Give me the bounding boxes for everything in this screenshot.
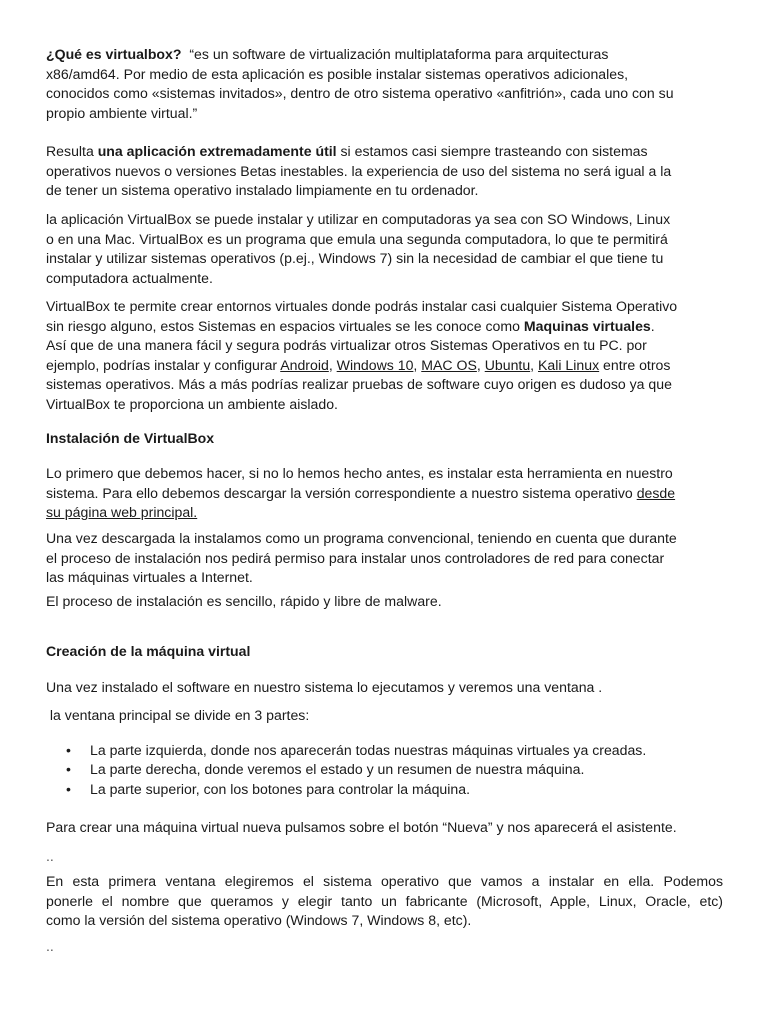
text: sin riesgo alguno, estos Sistemas en espacios virtuales se les conoce como (46, 317, 524, 334)
link-mac-os[interactable]: MAC OS (421, 356, 477, 373)
text-line: sistemas operativos. Más a más podrías realizar pruebas de software cuyo origen es dudoso ya que (46, 376, 672, 393)
ellipsis-dots: .. (46, 938, 54, 954)
link-windows-10[interactable]: Windows 10 (336, 356, 414, 373)
text-line: VirtualBox te permite crear entornos virtuales donde podrás instalar casi cualquier Sistema Operativo (46, 298, 678, 314)
section-heading-instalacion: Instalación de VirtualBox (46, 430, 215, 446)
text-line: En esta primera ventana elegiremos el sistema operativo que vamos a instalar en ella. Podemos (46, 873, 723, 889)
separator: , (328, 356, 337, 373)
bullet-icon: • (66, 742, 71, 758)
paragraph-entornos (46, 297, 677, 415)
text: Resulta (46, 143, 98, 159)
paragraph-instalacion-2 (46, 529, 677, 588)
link-ubuntu[interactable]: Ubuntu (484, 356, 531, 373)
separator: , (530, 356, 539, 373)
ellipsis-dots: .. (46, 848, 54, 864)
text-line: la aplicación VirtualBox se puede instalar y utilizar en computadoras ya sea con SO Windows, Linux (46, 211, 671, 227)
text-line: como la versión del sistema operativo (Windows 7, Windows 8, etc). (46, 912, 472, 929)
text: ejemplo, podrías instalar y configurar (46, 356, 281, 373)
text-line: o en una Mac. VirtualBox es un programa que emula una segunda computadora, lo que te permitirá (46, 230, 668, 247)
bullet-icon: • (66, 761, 71, 778)
text-line: computadora actualmente. (46, 269, 213, 286)
intro-quote-line: x86/amd64. Por medio de esta aplicación es posible instalar sistemas operativos adicionales, (46, 65, 629, 82)
link-download-page[interactable]: desde (636, 484, 676, 501)
paragraph-resulta (46, 142, 671, 201)
intro-question: ¿Qué es virtualbox? (46, 46, 182, 62)
text: entre otros (599, 356, 671, 373)
text: si estamos casi siempre trasteando con sistemas (336, 143, 648, 159)
paragraph-instalacion-3: El proceso de instalación es sencillo, rápido y libre de malware. (46, 593, 442, 609)
intro-quote-line: “es un software de virtualización multiplataforma para arquitecturas (189, 46, 609, 62)
paragraph-creacion-2: la ventana principal se divide en 3 partes: (46, 707, 310, 723)
text: . (650, 317, 655, 334)
paragraph-instalacion-1 (46, 464, 675, 523)
text-line: VirtualBox te proporciona un ambiente aislado. (46, 395, 338, 412)
bold-phrase: una aplicación extremadamente útil (97, 143, 337, 159)
paragraph-aplicacion (46, 210, 670, 288)
text-line: Una vez descargada la instalamos como un programa convencional, teniendo en cuenta que durante (46, 530, 677, 546)
list-item (46, 760, 646, 779)
list-item-text: La parte izquierda, donde nos aparecerán todas nuestras máquinas virtuales ya creadas. (90, 742, 647, 758)
list-item-text: La parte derecha, donde veremos el estado y un resumen de nuestra máquina. (90, 761, 585, 778)
intro-quote-line: conocidos como «sistemas invitados», dentro de otro sistema operativo «anfitrión», cada uno con su (46, 85, 674, 102)
text-line: Lo primero que debemos hacer, si no lo hemos hecho antes, es instalar esta herramienta en nuestro (46, 465, 673, 481)
text-line: Así que de una manera fácil y segura podrás virtualizar otros Sistemas Operativos en tu PC. por (46, 337, 647, 354)
bullet-icon: • (66, 780, 71, 797)
text-line: las máquinas virtuales a Internet. (46, 569, 253, 586)
paragraph-creacion-3: Para crear una máquina virtual nueva pulsamos sobre el botón “Nueva” y nos aparecerá el asistente. (46, 819, 677, 835)
text-line: de tener un sistema operativo instalado limpiamente en tu ordenador. (46, 182, 479, 199)
bold-phrase: Maquinas virtuales (523, 317, 651, 334)
link-kali-linux[interactable]: Kali Linux (538, 356, 600, 373)
list-item (46, 741, 646, 760)
text: sistema. Para ello debemos descargar la versión correspondiente a nuestro sistema operativo (46, 484, 637, 501)
list-item-text: La parte superior, con los botones para controlar la máquina. (90, 780, 470, 797)
text-line: operativos nuevos o versiones Betas inestables. la experiencia de uso del sistema no será igual a la (46, 162, 672, 179)
text-line: instalar y utilizar sistemas operativos (p.ej., Windows 7) sin la necesidad de cambiar el que tiene tu (46, 250, 664, 267)
paragraph-creacion-1: Una vez instalado el software en nuestro sistema lo ejecutamos y veremos una ventana . (46, 679, 603, 695)
section-heading-creacion: Creación de la máquina virtual (46, 643, 251, 659)
paragraph-creacion-4 (46, 872, 723, 931)
link-android[interactable]: Android (280, 356, 329, 373)
intro-paragraph (46, 45, 674, 123)
intro-quote-line: propio ambiente virtual.” (46, 104, 198, 121)
text-line: el proceso de instalación nos pedirá permiso para instalar unos controladores de red para conectar (46, 549, 665, 566)
text-line: ponerle el nombre que queramos y elegir tanto un fabricante (Microsoft, Apple, Linux, Oracle, etc) (46, 892, 723, 909)
separator: , (413, 356, 422, 373)
list-item (46, 780, 646, 799)
link-download-page[interactable]: su página web principal. (46, 504, 198, 521)
bullet-list (46, 741, 646, 799)
separator: , (476, 356, 485, 373)
